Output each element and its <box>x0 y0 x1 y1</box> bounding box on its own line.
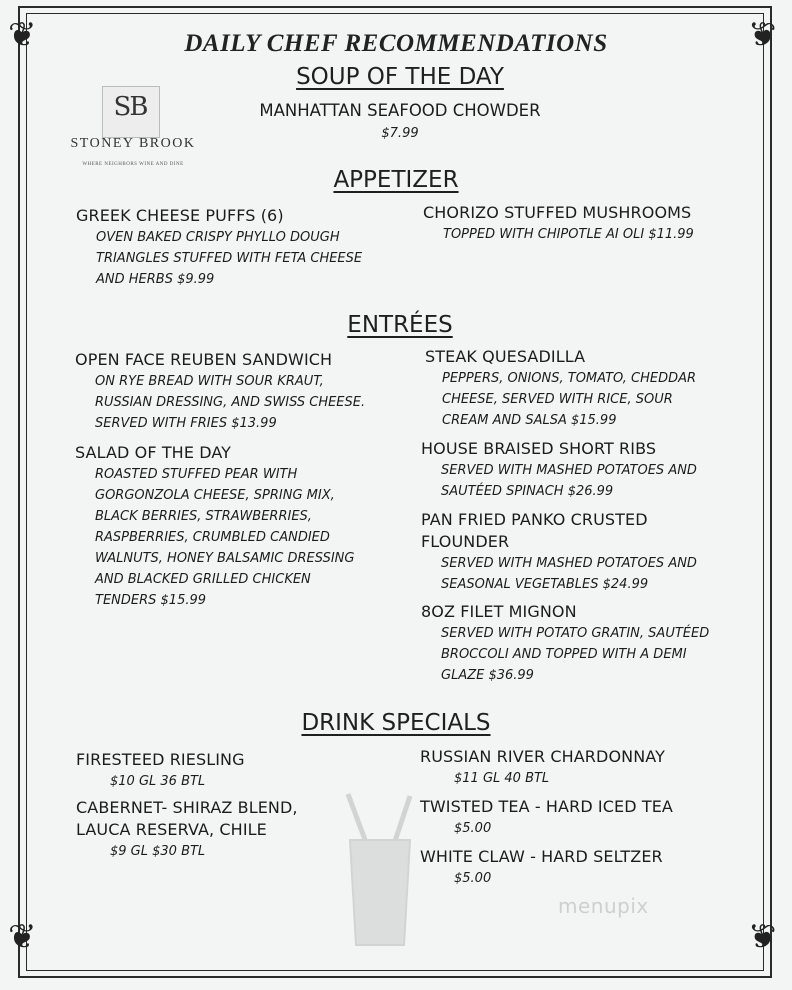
item-price: $5.00 <box>454 871 492 886</box>
item-name: CHORIZO STUFFED MUSHROOMS <box>423 203 692 222</box>
item-desc: BROCCOLI AND TOPPED WITH A DEMI <box>441 647 687 662</box>
drinks-heading: DRINK SPECIALS <box>301 710 491 736</box>
menu-item <box>421 601 709 686</box>
item-desc: PEPPERS, ONIONS, TOMATO, CHEDDAR <box>442 371 697 386</box>
item-desc: GLAZE $36.99 <box>441 668 534 683</box>
drink-item <box>420 846 663 889</box>
item-desc: RASPBERRIES, CRUMBLED CANDIED <box>95 530 330 545</box>
item-name: FLOUNDER <box>421 532 510 551</box>
menu-item <box>423 202 694 245</box>
item-name: HOUSE BRAISED SHORT RIBS <box>421 439 657 458</box>
item-desc: SERVED WITH MASHED POTATOES AND <box>441 463 697 478</box>
soup-heading: SOUP OF THE DAY <box>296 64 504 90</box>
item-desc: SERVED WITH MASHED POTATOES AND <box>441 556 697 571</box>
flourish-top-right-icon: ❦ <box>748 15 777 55</box>
item-desc: GORGONZOLA CHEESE, SPRING MIX, <box>95 488 335 503</box>
flourish-bottom-right-icon: ❦ <box>748 917 777 957</box>
item-desc: OVEN BAKED CRISPY PHYLLO DOUGH <box>96 230 340 245</box>
item-desc: SERVED WITH POTATO GRATIN, SAUTÉED <box>441 626 710 641</box>
menu-item <box>425 346 696 431</box>
item-desc: ON RYE BREAD WITH SOUR KRAUT, <box>95 374 324 389</box>
item-price: $10 GL 36 BTL <box>110 774 206 789</box>
cocktail-glass-icon <box>340 790 420 950</box>
item-desc: BLACK BERRIES, STRAWBERRIES, <box>95 509 312 524</box>
item-desc: RUSSIAN DRESSING, AND SWISS CHEESE. <box>95 395 366 410</box>
item-desc: CHEESE, SERVED WITH RICE, SOUR <box>442 392 673 407</box>
menu-item <box>421 509 697 595</box>
item-price: $11 GL 40 BTL <box>454 771 550 786</box>
item-desc: TOPPED WITH CHIPOTLE AI OLI $11.99 <box>443 227 694 242</box>
watermark: menupix <box>558 894 649 918</box>
item-name: WHITE CLAW - HARD SELTZER <box>420 847 663 866</box>
page-title: DAILY CHEF RECOMMENDATIONS <box>184 30 608 57</box>
item-price: $5.00 <box>454 821 492 836</box>
item-name: GREEK CHEESE PUFFS (6) <box>76 206 284 225</box>
logo-monogram: SB <box>113 92 147 122</box>
drink-item <box>420 746 665 789</box>
item-name: STEAK QUESADILLA <box>425 347 586 366</box>
item-desc: WALNUTS, HONEY BALSAMIC DRESSING <box>95 551 355 566</box>
menu-item <box>75 349 365 434</box>
item-name: FIRESTEED RIESLING <box>76 750 245 769</box>
item-desc: SERVED WITH FRIES $13.99 <box>95 416 277 431</box>
item-desc: SAUTÉED SPINACH $26.99 <box>441 484 614 499</box>
item-desc: TENDERS $15.99 <box>95 593 207 608</box>
entrees-heading: ENTRÉES <box>347 312 453 338</box>
item-desc: SEASONAL VEGETABLES $24.99 <box>441 577 649 592</box>
item-name: OPEN FACE REUBEN SANDWICH <box>75 350 333 369</box>
item-desc: ROASTED STUFFED PEAR WITH <box>95 467 298 482</box>
flourish-bottom-left-icon: ❦ <box>8 917 37 957</box>
flourish-top-left-icon: ❦ <box>8 15 37 55</box>
item-name: RUSSIAN RIVER CHARDONNAY <box>420 747 665 766</box>
logo-name: STONEY BROOK <box>70 136 196 151</box>
item-name: SALAD OF THE DAY <box>75 443 232 462</box>
drink-item <box>76 749 245 792</box>
item-price: $9 GL $30 BTL <box>110 844 206 859</box>
logo-tagline: WHERE NEIGHBORS WINE AND DINE <box>82 162 184 167</box>
menu-item <box>421 438 697 502</box>
menu-item <box>76 205 362 290</box>
menu-item <box>75 442 354 611</box>
item-desc: CREAM AND SALSA $15.99 <box>442 413 617 428</box>
item-name: CABERNET- SHIRAZ BLEND, <box>76 798 298 817</box>
item-name: PAN FRIED PANKO CRUSTED <box>421 510 648 529</box>
item-desc: TRIANGLES STUFFED WITH FETA CHEESE <box>96 251 363 266</box>
drink-item <box>76 797 298 862</box>
item-name: LAUCA RESERVA, CHILE <box>76 820 267 839</box>
appetizer-heading: APPETIZER <box>333 167 459 193</box>
soup-name: MANHATTAN SEAFOOD CHOWDER <box>259 101 541 120</box>
item-name: 8OZ FILET MIGNON <box>421 602 577 621</box>
drink-item <box>420 796 673 839</box>
item-desc: AND HERBS $9.99 <box>96 272 215 287</box>
item-desc: AND BLACKED GRILLED CHICKEN <box>95 572 311 587</box>
soup-price: $7.99 <box>381 126 419 141</box>
item-name: TWISTED TEA - HARD ICED TEA <box>420 797 673 816</box>
